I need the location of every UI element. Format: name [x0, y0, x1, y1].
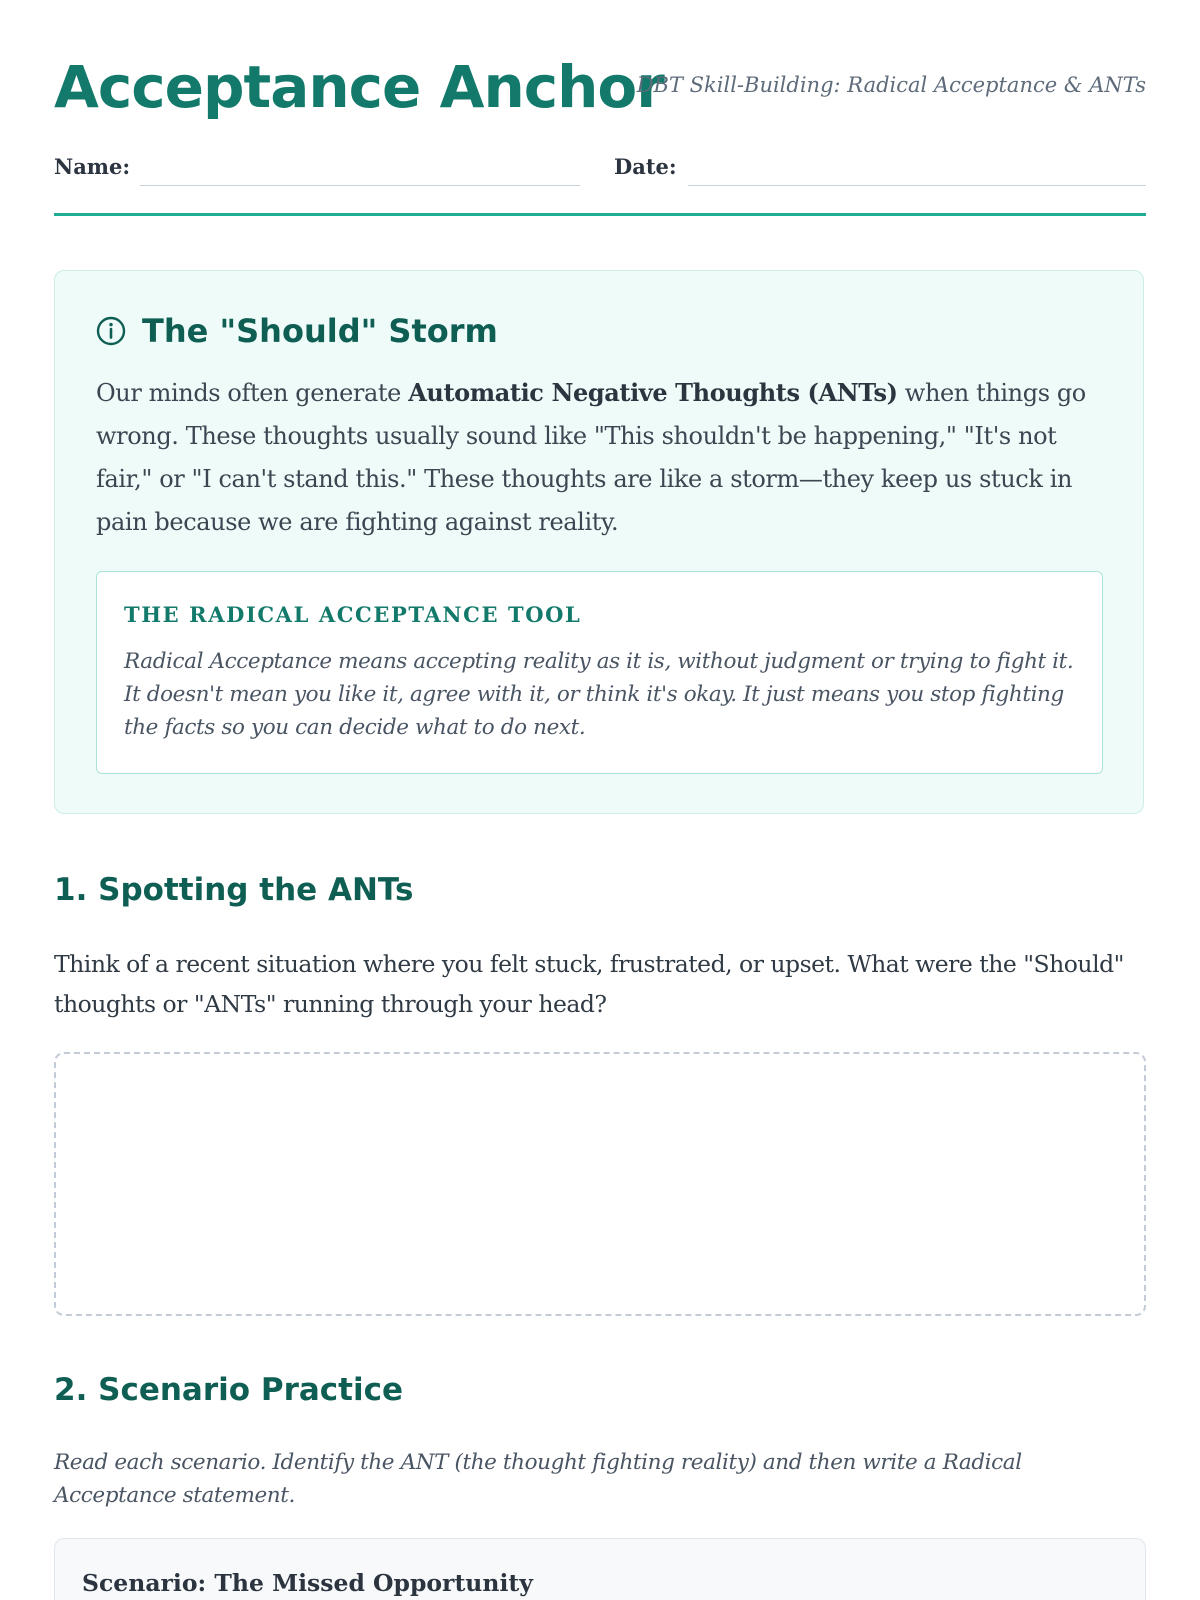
intro-body-start: Our minds often generate: [96, 379, 409, 407]
intro-body-bold: Automatic Negative Thoughts (ANTs): [408, 378, 898, 407]
tool-title: THE RADICAL ACCEPTANCE TOOL: [124, 602, 582, 627]
page-title: Acceptance Anchor: [54, 53, 664, 121]
name-label: Name:: [54, 154, 131, 179]
meta-fields: [54, 150, 1146, 190]
intro-panel: [54, 270, 1144, 814]
intro-heading: [96, 309, 498, 353]
section-1-answer-box[interactable]: [54, 1052, 1146, 1316]
date-label: Date:: [614, 154, 677, 179]
header: [54, 52, 1146, 122]
section-1-title: 1. Spotting the ANTs: [54, 872, 414, 908]
intro-body-end: when things go wrong. These thoughts usually sound like "This shouldn't be happening," "It's not fair," or "I can't stand this." These thoughts are like a storm—they keep us stuck in pain because we are fighting against reality.: [96, 379, 1086, 536]
scenario-card: [54, 1538, 1146, 1600]
intro-body: [96, 371, 1101, 544]
date-field[interactable]: [688, 185, 1146, 186]
section-1-prompt: Think of a recent situation where you felt stuck, frustrated, or upset. What were the "Should" thoughts or "ANTs" running through your head?: [54, 950, 1124, 1018]
tool-description: Radical Acceptance means accepting reality as it is, without judgment or trying to fight it. It doesn't mean you like it, agree with it, or think it's okay. It just means you stop fighting the facts so you can decide what to do next.: [124, 649, 1074, 740]
intro-title: The "Should" Storm: [142, 312, 498, 350]
name-field[interactable]: [140, 185, 580, 186]
section-2-title: 2. Scenario Practice: [54, 1372, 404, 1408]
page-subtitle: DBT Skill-Building: Radical Acceptance & ANTs: [636, 73, 1146, 97]
info-circle-icon: [96, 316, 126, 346]
scenario-title: Scenario: The Missed Opportunity: [82, 1569, 533, 1597]
radical-acceptance-tool-box: [96, 571, 1103, 774]
header-divider: [54, 213, 1146, 216]
section-2-instruction: Read each scenario. Identify the ANT (the thought fighting reality) and then write a Radical Acceptance statement.: [54, 1450, 1022, 1508]
